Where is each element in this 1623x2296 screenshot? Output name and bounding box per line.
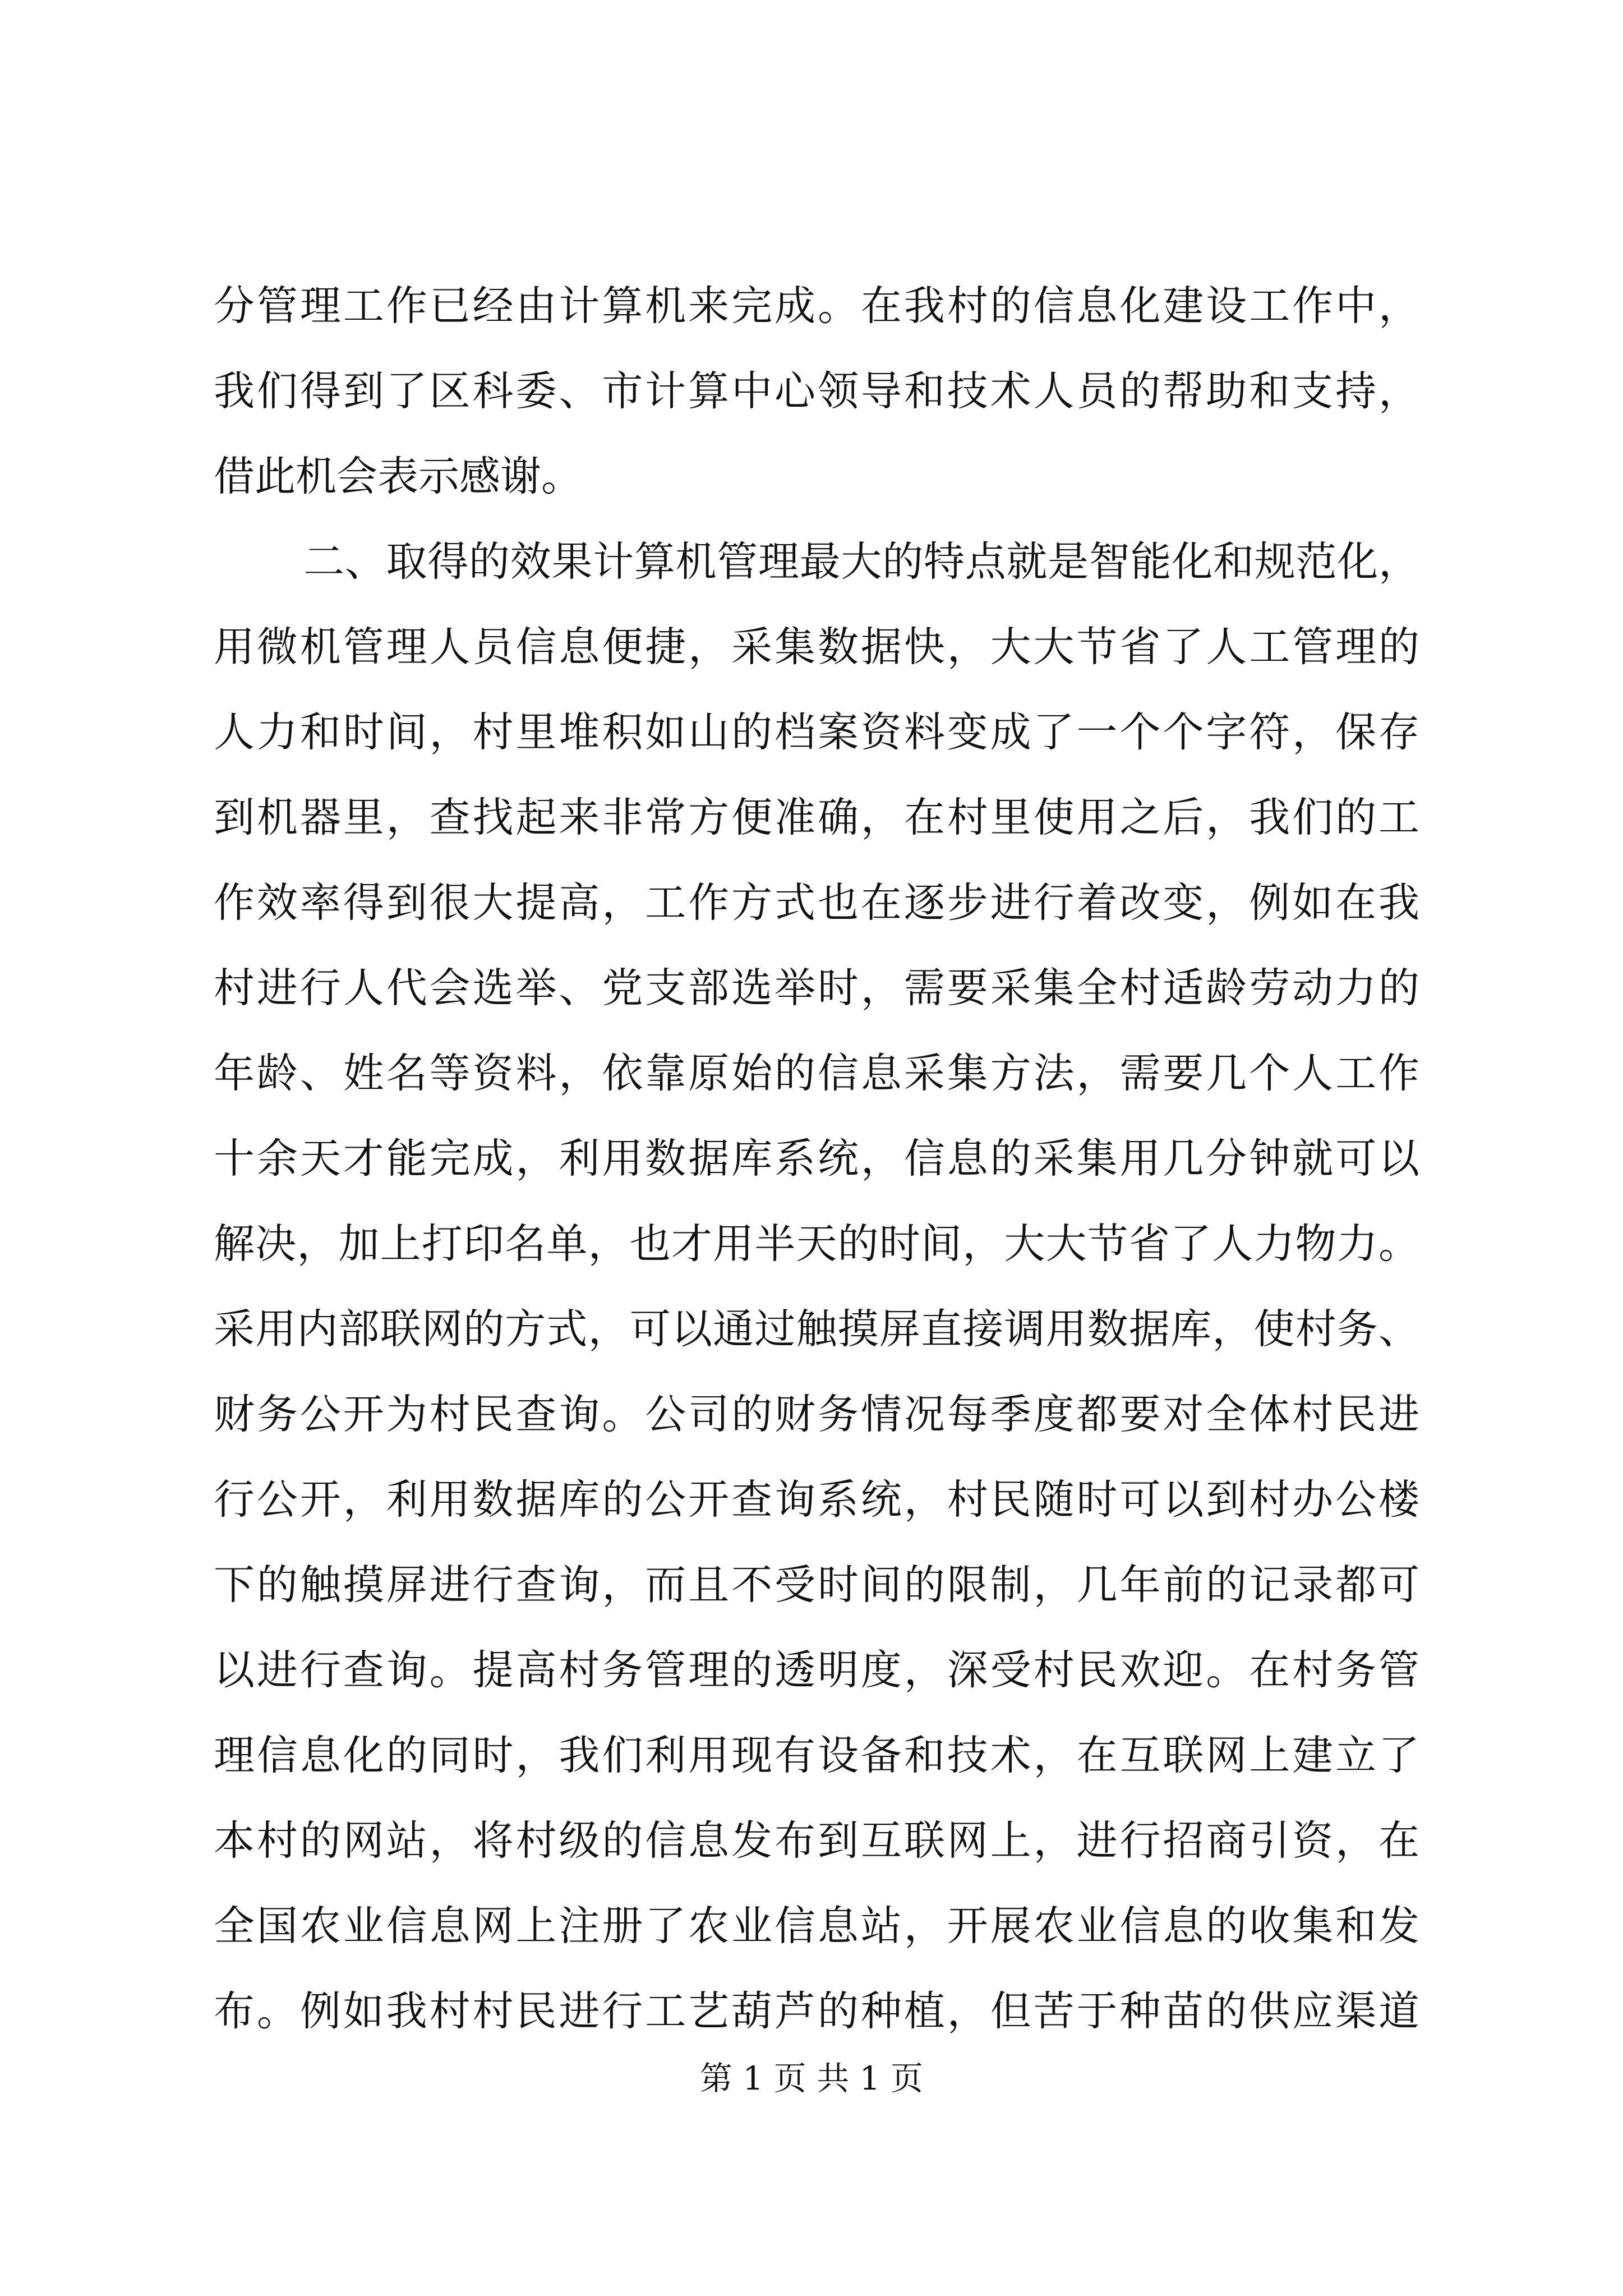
text-line: 以进行查询。提高村务管理的透明度，深受村民欢迎。在村务管: [214, 1646, 1419, 1694]
text-line: 人力和时间，村里堆积如山的档案资料变成了一个个字符，保存: [214, 708, 1419, 756]
text-line: 村进行人代会选举、党支部选举时，需要采集全村适龄劳动力的: [214, 964, 1419, 1012]
text-line: 年龄、姓名等资料，依靠原始的信息采集方法，需要几个人工作: [214, 1050, 1419, 1097]
text-line: 本村的网站，将村级的信息发布到互联网上，进行招商引资，在: [214, 1817, 1419, 1865]
body-text: [214, 264, 1419, 2054]
text-line: 十余天才能完成，利用数据库系统，信息的采集用几分钟就可以: [214, 1135, 1419, 1182]
text-line: 全国农业信息网上注册了农业信息站，开展农业信息的收集和发: [214, 1902, 1419, 1950]
text-line: 作效率得到很大提高，工作方式也在逐步进行着改变，例如在我: [214, 879, 1419, 927]
text-line: 用微机管理人员信息便捷，采集数据快，大大节省了人工管理的: [214, 623, 1419, 671]
text-line: 借此机会表示感谢。: [214, 453, 582, 500]
text-line: 解决，加上打印名单，也才用半天的时间，大大节省了人力物力。: [214, 1220, 1419, 1268]
text-line: 下的触摸屏进行查询，而且不受时间的限制，几年前的记录都可: [214, 1561, 1419, 1609]
text-line: 理信息化的同时，我们利用现有设备和技术，在互联网上建立了: [214, 1732, 1419, 1779]
text-line: 到机器里，查找起来非常方便准确，在村里使用之后，我们的工: [214, 794, 1419, 841]
text-line: 分管理工作已经由计算机来完成。在我村的信息化建设工作中，: [214, 282, 1419, 330]
text-line: 财务公开为村民查询。公司的财务情况每季度都要对全体村民进: [214, 1391, 1419, 1438]
text-line: 我们得到了区科委、市计算中心领导和技术人员的帮助和支持，: [214, 367, 1419, 415]
text-line: 采用内部联网的方式，可以通过触摸屏直接调用数据库，使村务、: [214, 1305, 1419, 1353]
section-heading-line: 二、取得的效果计算机管理最大的特点就是智能化和规范化，: [303, 538, 1419, 586]
page-number-footer: 第 1 页 共 1 页: [700, 2059, 923, 2097]
text-line: 布。例如我村村民进行工艺葫芦的种植，但苦于种苗的供应渠道: [214, 1987, 1419, 2035]
text-line: 行公开，利用数据库的公开查询系统，村民随时可以到村办公楼: [214, 1476, 1419, 1524]
